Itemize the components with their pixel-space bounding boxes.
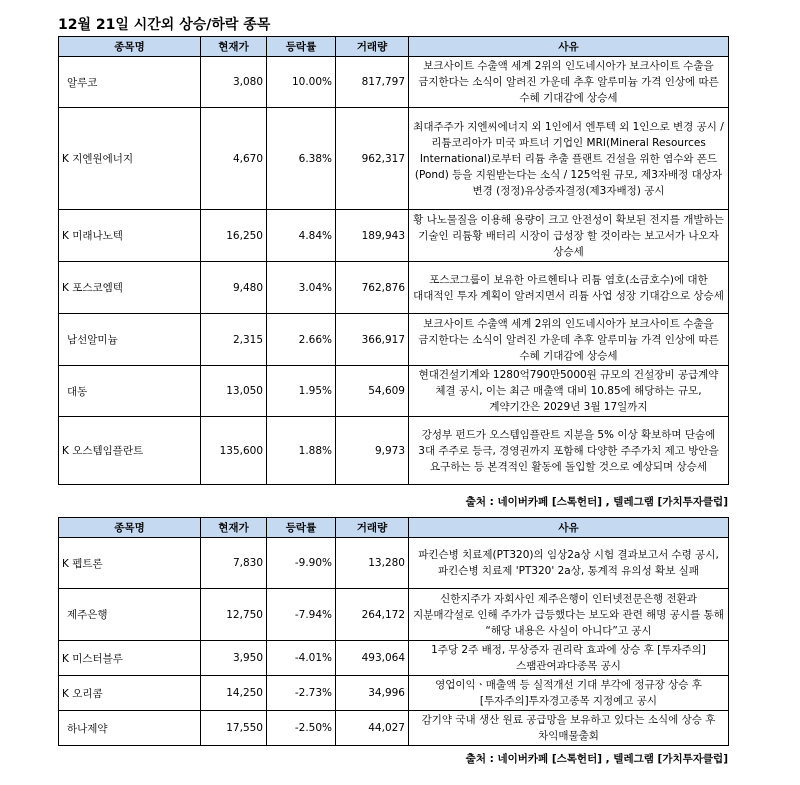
table-row <box>59 57 729 108</box>
stock-price: 13,050 <box>201 366 267 417</box>
header-name: 종목명 <box>59 518 201 538</box>
stock-name: 하나제약 <box>59 711 201 746</box>
table-row <box>59 676 729 711</box>
stock-reason: 신한지주가 자회사인 제주은행이 인터넷전문은행 전환과 지분매각설로 인해 주가가 급등했다는 보도와 관련 해명 공시를 통해 “해당 내용은 사실이 아니다”고 공시 <box>409 589 729 641</box>
table-row <box>59 366 729 417</box>
stock-change: -9.90% <box>267 538 336 589</box>
stock-price: 17,550 <box>201 711 267 746</box>
stock-change: -7.94% <box>267 589 336 641</box>
page-title: 12월 21일 시간외 상승/하락 종목 <box>58 17 271 33</box>
stock-reason: 1주당 2주 배정, 무상증자 권리락 효과에 상승 후 [투자주의] 스팸관여과다종목 공시 <box>409 641 729 676</box>
stock-name: K 미스터블루 <box>59 641 201 676</box>
header-name: 종목명 <box>59 37 201 57</box>
stock-price: 16,250 <box>201 210 267 262</box>
table-row <box>59 417 729 485</box>
stock-volume: 817,797 <box>336 57 409 108</box>
stock-reason: 감기약 국내 생산 원료 공급망을 보유하고 있다는 소식에 상승 후 차익매물출회 <box>409 711 729 746</box>
stock-name: K 펩트론 <box>59 538 201 589</box>
header-volume: 거래량 <box>336 37 409 57</box>
stock-volume: 762,876 <box>336 262 409 314</box>
stock-price: 9,480 <box>201 262 267 314</box>
header-change: 등락률 <box>267 518 336 538</box>
stock-change: 10.00% <box>267 57 336 108</box>
table-row <box>59 314 729 366</box>
stock-name: 알루코 <box>59 57 201 108</box>
stock-name: K 오스템임플란트 <box>59 417 201 485</box>
stock-change: 2.66% <box>267 314 336 366</box>
header-reason: 사유 <box>409 518 729 538</box>
table-header-row <box>59 518 729 538</box>
stock-reason: 최대주주가 지엔씨에너지 외 1인에서 엔투텍 외 1인으로 변경 공시 / 리튬코리아가 미국 파트너 기업인 MRI(Mineral Resources International)로부터 리튬 추출 플랜트 건설을 위한 염수와 폰드(Pond) 등을 지원받는다는 소식 / 125억원 규모, 제3자배정 대상자 변경 (정정)유상증자결정(제3자배정) 공시 <box>409 108 729 210</box>
source-note: 출처 : 네이버카페 [스톡헌터] , 텔레그램 [가치투자클럽] <box>465 496 728 508</box>
header-reason: 사유 <box>409 37 729 57</box>
stock-change: -2.50% <box>267 711 336 746</box>
stock-name: K 오리콤 <box>59 676 201 711</box>
table-row <box>59 210 729 262</box>
stock-reason: 현대건설기계와 1280억790만5000원 규모의 건설장비 공급계약 체결 공시, 이는 최근 매출액 대비 10.85에 해당하는 규모, 계약기간은 2029년 3월 17일까지 <box>409 366 729 417</box>
stock-name: 제주은행 <box>59 589 201 641</box>
table-row <box>59 641 729 676</box>
stock-price: 14,250 <box>201 676 267 711</box>
rising-stocks-table <box>58 36 729 485</box>
stock-price: 3,080 <box>201 57 267 108</box>
stock-volume: 264,172 <box>336 589 409 641</box>
table-row <box>59 589 729 641</box>
table-row <box>59 538 729 589</box>
stock-change: 1.95% <box>267 366 336 417</box>
stock-name: K 미래나노텍 <box>59 210 201 262</box>
stock-change: 1.88% <box>267 417 336 485</box>
stock-volume: 9,973 <box>336 417 409 485</box>
stock-volume: 962,317 <box>336 108 409 210</box>
header-change: 등락률 <box>267 37 336 57</box>
stock-price: 12,750 <box>201 589 267 641</box>
stock-volume: 54,609 <box>336 366 409 417</box>
header-price: 현재가 <box>201 37 267 57</box>
table-row <box>59 262 729 314</box>
table-header-row <box>59 37 729 57</box>
stock-reason: 파킨슨병 치료제(PT320)의 임상2a상 시험 결과보고서 수령 공시, 파킨슨병 치료제 'PT320' 2a상, 통계적 유의성 확보 실패 <box>409 538 729 589</box>
stock-change: 3.04% <box>267 262 336 314</box>
stock-price: 3,950 <box>201 641 267 676</box>
stock-name: 남선알미늄 <box>59 314 201 366</box>
table-row <box>59 711 729 746</box>
stock-name: 대동 <box>59 366 201 417</box>
header-volume: 거래량 <box>336 518 409 538</box>
stock-volume: 34,996 <box>336 676 409 711</box>
stock-reason: 영업이익ㆍ매출액 등 실적개선 기대 부각에 정규장 상승 후 [투자주의]투자경고종목 지정예고 공시 <box>409 676 729 711</box>
stock-price: 7,830 <box>201 538 267 589</box>
stock-change: 4.84% <box>267 210 336 262</box>
table-row <box>59 108 729 210</box>
stock-change: 6.38% <box>267 108 336 210</box>
stock-reason: 황 나노물질을 이용해 용량이 크고 안전성이 확보된 전지를 개발하는 기술인 리튬황 배터리 시장이 급성장 할 것이라는 보고서가 나오자 상승세 <box>409 210 729 262</box>
stock-volume: 189,943 <box>336 210 409 262</box>
header-price: 현재가 <box>201 518 267 538</box>
source-note: 출처 : 네이버카페 [스톡헌터] , 텔레그램 [가치투자클럽] <box>465 753 728 765</box>
stock-volume: 366,917 <box>336 314 409 366</box>
stock-price: 135,600 <box>201 417 267 485</box>
stock-volume: 13,280 <box>336 538 409 589</box>
stock-reason: 강성부 펀드가 오스템임플란트 지분을 5% 이상 확보하며 단숨에 3대 주주로 등극, 경영권까지 포함해 다양한 주주가치 제고 방안을 요구하는 등 본격적인 활동에 돌입할 것으로 예상되며 상승세 <box>409 417 729 485</box>
stock-price: 2,315 <box>201 314 267 366</box>
stock-name: K 지엔원에너지 <box>59 108 201 210</box>
stock-change: -4.01% <box>267 641 336 676</box>
stock-volume: 493,064 <box>336 641 409 676</box>
stock-name: K 포스코엠텍 <box>59 262 201 314</box>
stock-reason: 포스코그룹이 보유한 아르헨티나 리튬 염호(소금호수)에 대한 대대적인 투자 계획이 알려지면서 리튬 사업 성장 기대감으로 상승세 <box>409 262 729 314</box>
stock-volume: 44,027 <box>336 711 409 746</box>
stock-reason: 보크사이트 수출액 세계 2위의 인도네시아가 보크사이트 수출을 금지한다는 소식이 알려진 가운데 추후 알루미늄 가격 인상에 따른 수혜 기대감에 상승세 <box>409 57 729 108</box>
stock-price: 4,670 <box>201 108 267 210</box>
stock-reason: 보크사이트 수출액 세계 2위의 인도네시아가 보크사이트 수출을 금지한다는 소식이 알려진 가운데 추후 알루미늄 가격 인상에 따른 수혜 기대감에 상승세 <box>409 314 729 366</box>
falling-stocks-table <box>58 517 729 746</box>
stock-change: -2.73% <box>267 676 336 711</box>
